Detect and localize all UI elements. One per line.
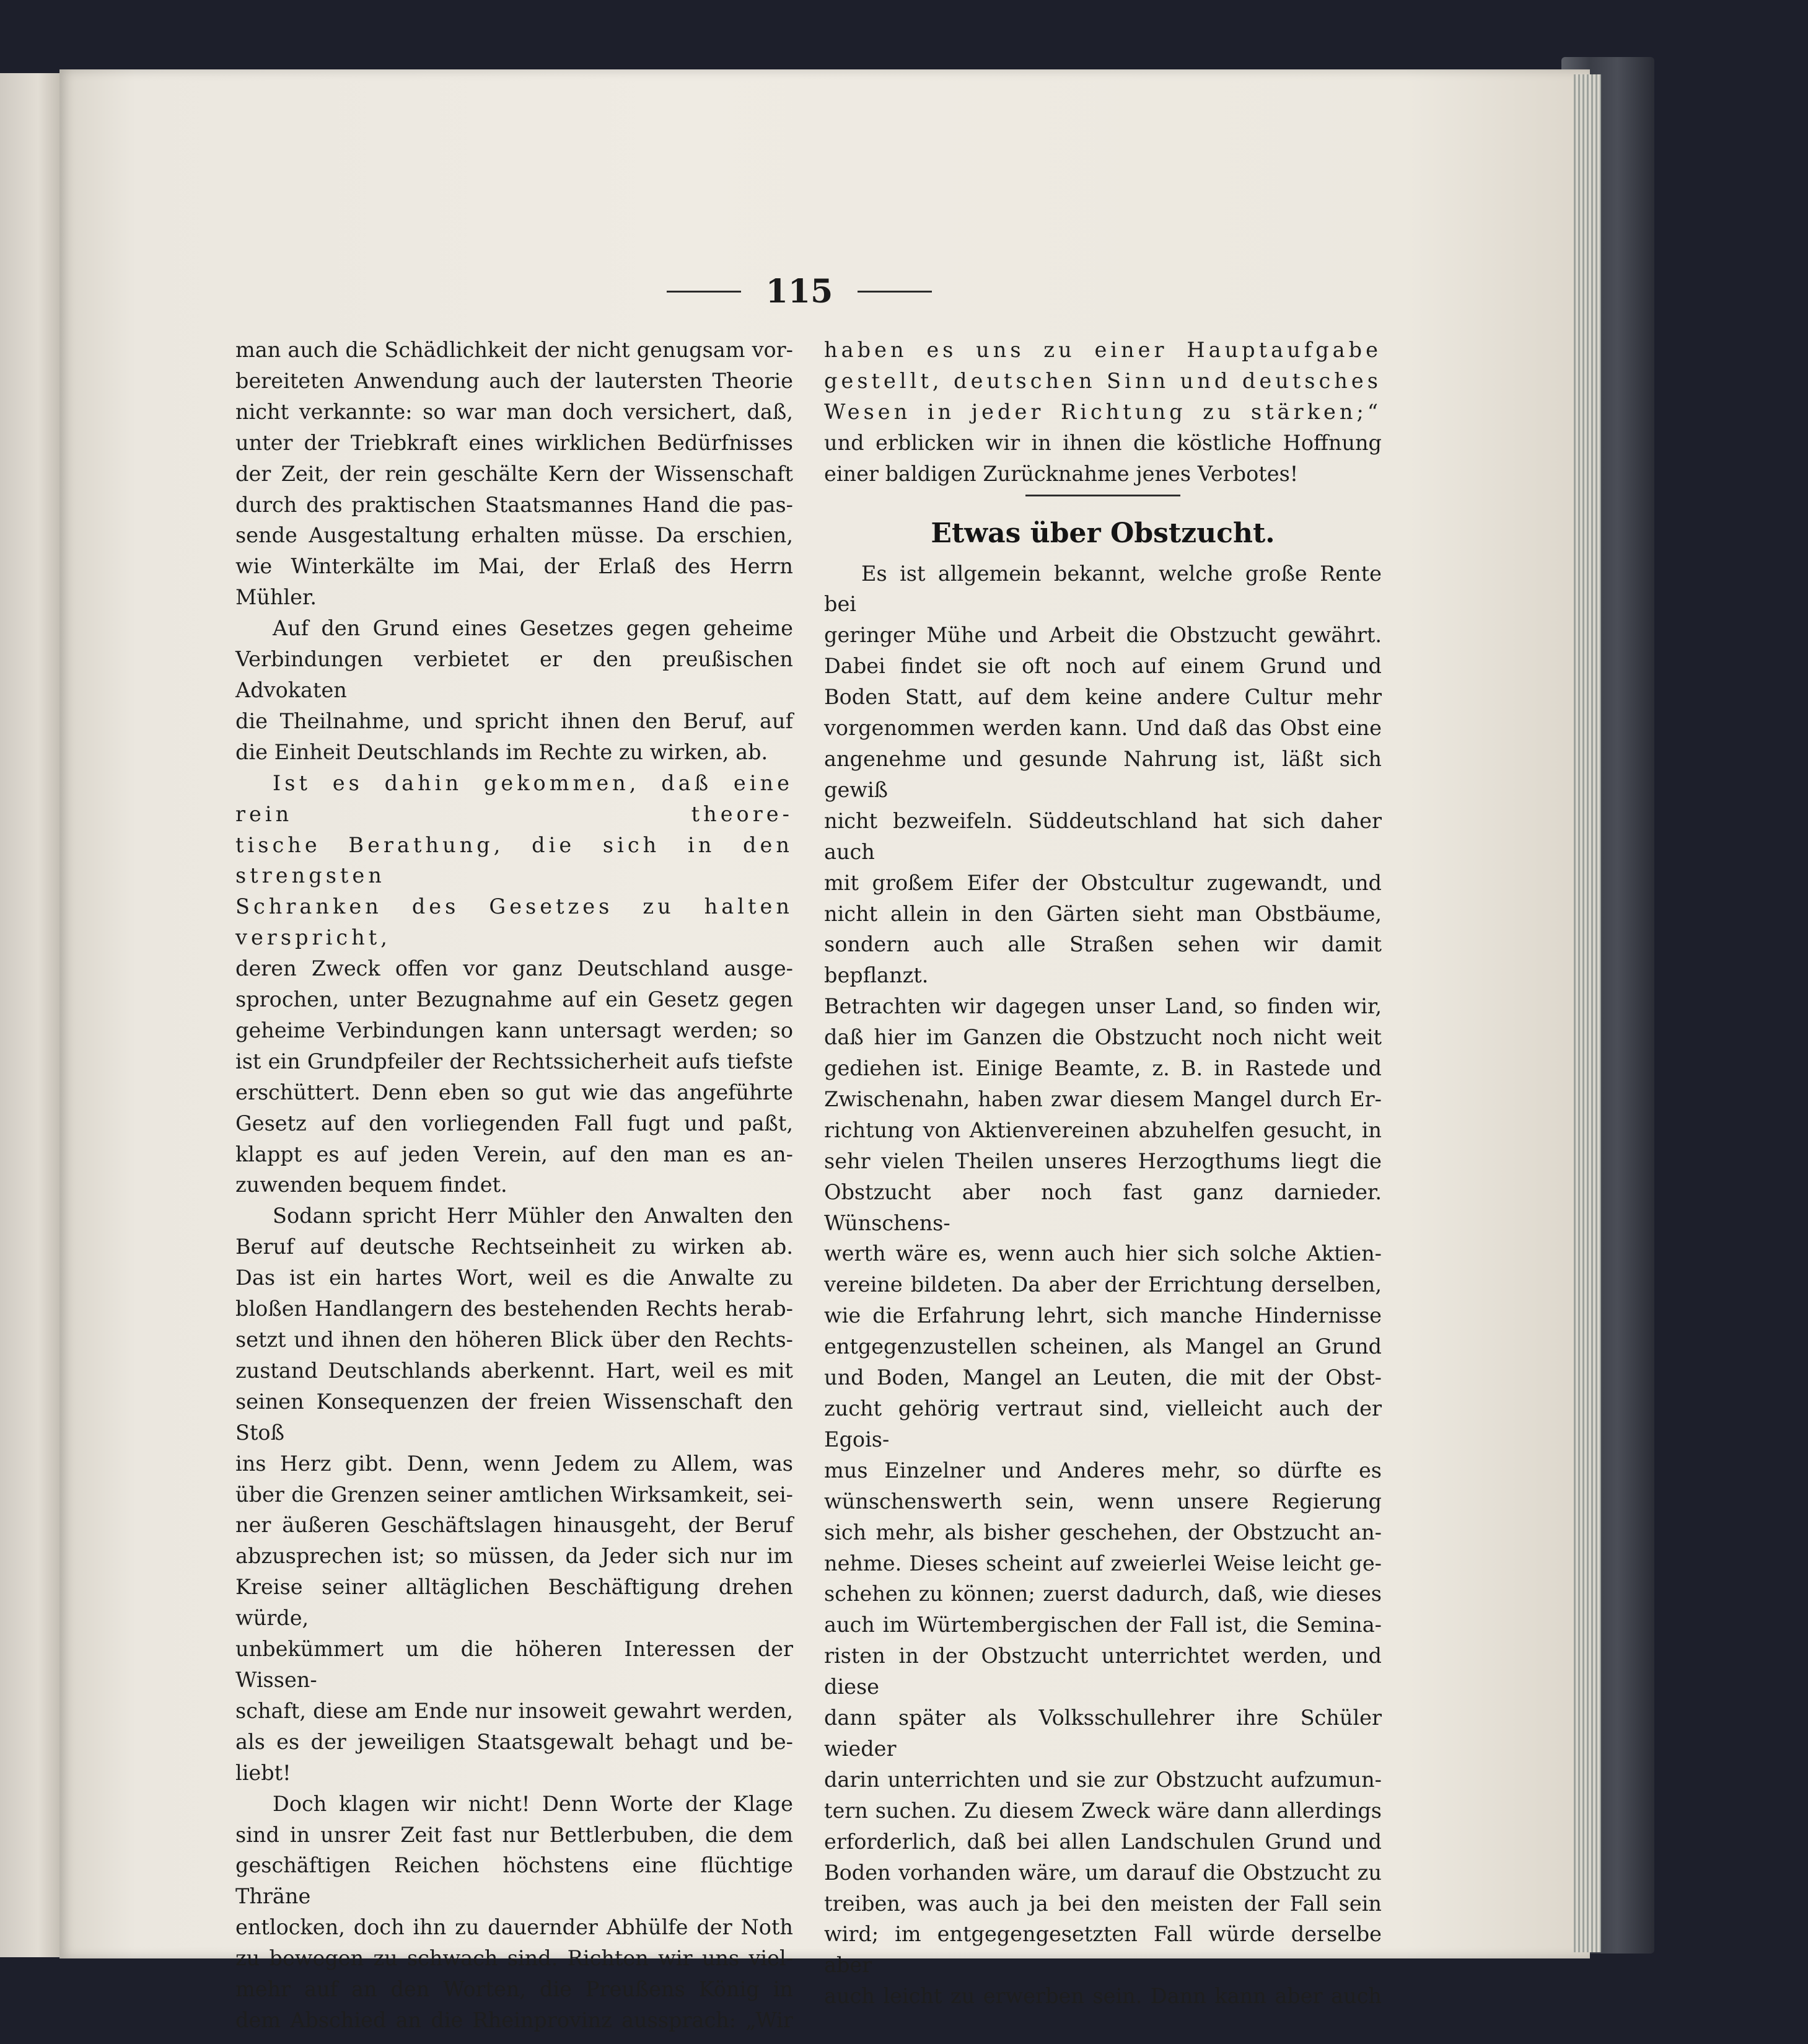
text-line: auch leicht zu erwerben sein. Dann kann aber auch [824,1984,1382,2009]
text-line: daß hier im Ganzen die Obstzucht noch nicht weit [824,1025,1382,1050]
text-line: Beruf auf deutsche Rechtseinheit zu wirken ab. [235,1235,793,1259]
text-line: zu bewegen zu schwach sind. Richten wir uns viel- [235,1946,793,1971]
text-line: liebt! [235,1760,291,1785]
text-line: geheime Verbindungen kann untersagt werden; so [235,1018,793,1042]
text-line: erforderlich, daß bei allen Landschulen Grund und [824,1829,1382,1854]
text-line: unter der Triebkraft eines wirklichen Bedürfnisses [235,430,793,455]
header-rule-left [667,291,741,293]
text-line: bloßen Handlangern des bestehenden Rechts herab- [235,1297,793,1321]
text-line: schehen zu können; zuerst dadurch, daß, wie dieses [824,1582,1382,1606]
text-line: mus Einzelner und Anderes mehr, so dürfte es [824,1458,1382,1482]
page-header [644,267,954,316]
text-line: Wesen in jeder Richtung zu stärken;“ [824,399,1382,424]
text-line: vorgenommen werden kann. Und daß das Obst eine [824,716,1382,741]
text-line: abzusprechen ist; so müssen, da Jeder sich nur im [235,1544,793,1569]
text-line: nehme. Dieses scheint auf zweierlei Weise leicht ge- [824,1551,1382,1575]
text-line: Kreise seiner alltäglichen Beschäftigung drehen würde, [235,1575,793,1631]
text-line: geringer Mühe und Arbeit die Obstzucht gewährt. [824,623,1382,648]
page-stack-edge [1574,74,1601,1952]
text-line: Boden Statt, auf dem keine andere Cultur mehr [824,685,1382,710]
section-title: Etwas über Obstzucht. [931,517,1275,549]
text-line: schaft, diese am Ende nur insoweit gewahrt werden, [235,1698,793,1723]
text-line: Sodann spricht Herr Mühler den Anwalten den [273,1204,793,1228]
text-line: dem Abschied an die Rheinprovinz aussprach: „Wir [235,2007,793,2032]
text-line: entgegenzustellen scheinen, als Mangel an Grund [824,1334,1382,1359]
text-line: und Boden, Mangel an Leuten, die mit der Obst- [824,1365,1382,1390]
text-line: sende Ausgestaltung erhalten müsse. Da erschien, [235,523,793,548]
text-line: angenehme und gesunde Nahrung ist, läßt sich gewiß [824,746,1382,802]
text-line: Doch klagen wir nicht! Denn Worte der Klage [273,1791,793,1816]
header-rule-right [858,291,932,293]
text-line: Dabei findet sie oft noch auf einem Grund und [824,654,1382,679]
text-line: mit großem Eifer der Obstcultur zugewandt, und [824,870,1382,895]
text-line: Das ist ein hartes Wort, weil es die Anwalte zu [235,1266,793,1290]
text-line: Boden vorhanden wäre, um darauf die Obstzucht zu [824,1860,1382,1885]
text-line: Es ist allgemein bekannt, welche große Rente bei [824,561,1382,617]
text-line: nicht allein in den Gärten sieht man Obstbäume, [824,901,1382,926]
text-line: ins Herz gibt. Denn, wenn Jedem zu Allem, was [235,1451,793,1476]
text-line: gestellt, deutschen Sinn und deutsches [824,368,1382,393]
text-line: der Zeit, der rein geschälte Kern der Wissenschaft [235,461,793,486]
page-number: 115 [765,272,833,311]
text-line: entlocken, doch ihn zu dauernder Abhülfe der Noth [235,1915,793,1940]
text-line: geschäftigen Reichen höchstens eine flüchtige Thräne [235,1853,793,1909]
text-line: über die Grenzen seiner amtlichen Wirksamkeit, sei- [235,1482,793,1507]
text-line: zucht gehörig vertraut sind, vielleicht auch der Egois- [824,1396,1382,1452]
text-line: mehr auf an den Worten, die Preußens König in [235,1977,793,2002]
text-line: als es der jeweiligen Staatsgewalt behagt und be- [235,1729,793,1754]
text-line: wird; im entgegengesetzten Fall würde derselbe aber [824,1922,1382,1978]
section-divider [1025,495,1180,496]
text-line: haben es uns zu einer Hauptaufgabe [824,338,1382,362]
text-line: Verbindungen verbietet er den preußischen Advokaten [235,647,793,702]
text-line: seinen Konsequenzen der freien Wissenschaft den Stoß [235,1389,793,1445]
text-line: tern suchen. Zu diesem Zweck wäre dann allerdings [824,1798,1382,1823]
left-column [235,335,793,2036]
text-line: Ist es dahin gekommen, daß eine rein theore- [235,770,793,826]
text-line: sind in unsrer Zeit fast nur Bettlerbuben, die dem [235,1822,793,1847]
text-line: richtung von Aktienvereinen abzuhelfen gesucht, in [824,1117,1382,1142]
text-line: wie die Erfahrung lehrt, sich manche Hindernisse [824,1303,1382,1328]
text-line: wünschenswerth sein, wenn unsere Regierung [824,1489,1382,1513]
text-line: man auch die Schädlichkeit der nicht genugsam vor- [235,338,793,362]
text-line: Betrachten wir dagegen unser Land, so finden wir, [824,994,1382,1019]
text-line: Auf den Grund eines Gesetzes gegen geheime [273,616,793,641]
text-line: risten in der Obstzucht unterrichtet werden, und diese [824,1644,1382,1699]
text-line: wie Winterkälte im Mai, der Erlaß des Herrn Mühler. [235,554,793,610]
text-line: ner äußeren Geschäftslagen hinausgeht, der Beruf [235,1513,793,1538]
text-line: klappt es auf jeden Verein, auf den man es an- [235,1142,793,1166]
text-line: sprochen, unter Bezugnahme auf ein Gesetz gegen [235,987,793,1012]
text-line: Zwischenahn, haben zwar diesem Mangel durch Er- [824,1086,1382,1111]
text-line: vereine bildeten. Da aber der Errichtung derselben, [824,1272,1382,1297]
text-line: durch des praktischen Staatsmannes Hand die pas- [235,492,793,517]
text-line: sehr vielen Theilen unseres Herzogthums liegt die [824,1148,1382,1173]
text-line: Schranken des Gesetzes zu halten verspricht, [235,894,793,950]
text-line: erschüttert. Denn eben so gut wie das angeführte [235,1080,793,1104]
text-line: werth wäre es, wenn auch hier sich solche Aktien- [824,1241,1382,1266]
text-line: sich mehr, als bisher geschehen, der Obstzucht an- [824,1520,1382,1544]
text-line: auch im Würtembergischen der Fall ist, die Semina- [824,1613,1382,1637]
text-line: zustand Deutschlands aberkennt. Hart, weil es mit [235,1358,793,1383]
text-line: die Theilnahme, und spricht ihnen den Beruf, auf [235,708,793,733]
text-line: nicht bezweifeln. Süddeutschland hat sich daher auch [824,808,1382,864]
text-line: Gesetz auf den vorliegenden Fall fugt und paßt, [235,1111,793,1135]
text-line: ist ein Grundpfeiler der Rechtssicherheit aufs tiefste [235,1049,793,1073]
text-line: die Einheit Deutschlands im Rechte zu wirken, ab. [235,739,768,764]
text-line: gediehen ist. Einige Beamte, z. B. in Rastede und [824,1056,1382,1081]
text-line: zuwenden bequem findet. [235,1173,507,1197]
text-line: einer baldigen Zurücknahme jenes Verbotes! [824,461,1299,486]
text-line: darin unterrichten und sie zur Obstzucht aufzumun- [824,1767,1382,1792]
text-line: treiben, was auch ja bei den meisten der Fall sein [824,1891,1382,1916]
text-line: Obstzucht aber noch fast ganz darnieder. Wünschens- [824,1179,1382,1235]
text-line: dann später als Volksschullehrer ihre Schüler wieder [824,1706,1382,1761]
text-line: unbekümmert um die höheren Interessen der Wissen- [235,1637,793,1692]
text-line: sondern auch alle Straßen sehen wir damit bepflanzt. [824,932,1382,988]
text-line: bereiteten Anwendung auch der lautersten Theorie [235,368,793,393]
right-column [824,335,1382,2012]
text-line: tische Berathung, die sich in den strengsten [235,832,793,888]
text-line: nicht verkannte: so war man doch versichert, daß, [235,399,793,424]
text-line: und erblicken wir in ihnen die köstliche Hoffnung [824,430,1382,455]
text-line: setzt und ihnen den höheren Blick über den Rechts- [235,1328,793,1352]
text-line: deren Zweck offen vor ganz Deutschland ausge- [235,956,793,981]
